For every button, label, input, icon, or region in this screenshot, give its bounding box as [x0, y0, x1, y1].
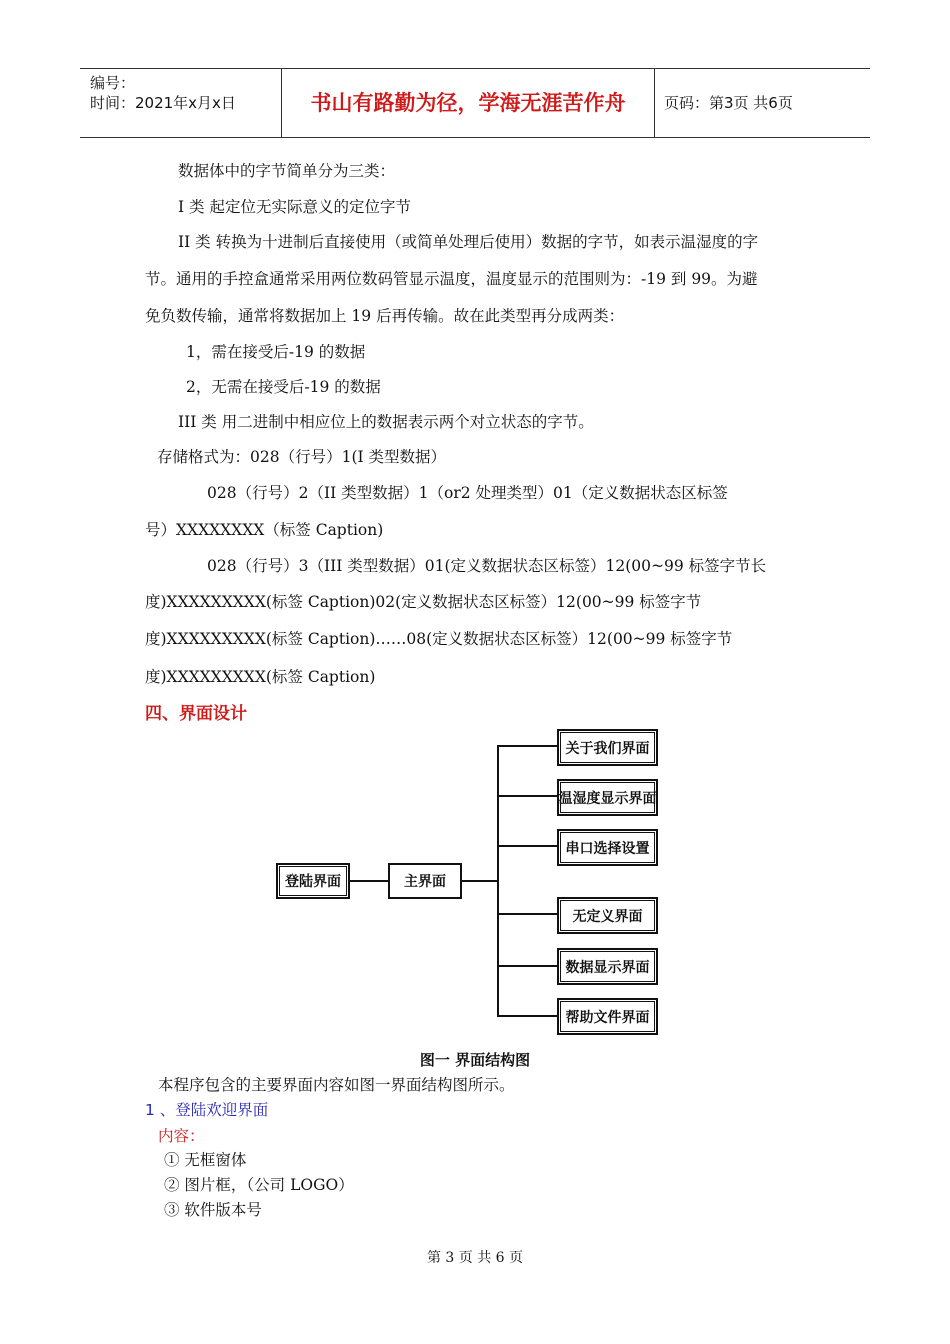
content-item: ② 图片框，（公司 LOGO）: [164, 1176, 354, 1194]
body-line: 号）XXXXXXXX（标签 Caption): [145, 521, 384, 539]
body-line: 存储格式为：028（行号）1(I 类型数据）: [157, 448, 447, 466]
body-line: 028（行号）2（II 类型数据）1（or2 处理类型）01（定义数据状态区标签: [207, 484, 728, 502]
body-line: 数据体中的字节简单分为三类：: [178, 162, 396, 180]
diagram-connector: [348, 880, 388, 882]
diagram-box-help: 帮助文件界面: [557, 998, 658, 1035]
page-header: [80, 68, 870, 138]
diagram-connector: [497, 1015, 557, 1017]
body-line: III 类 用二进制中相应位上的数据表示两个对立状态的字节。: [178, 413, 594, 431]
section-heading: 四、界面设计: [145, 704, 247, 724]
content-item: ① 无框窗体: [164, 1151, 247, 1169]
diagram-box-about: 关于我们界面: [557, 729, 658, 766]
diagram-box-temperature: 温湿度显示界面: [557, 779, 658, 816]
intro-text: 本程序包含的主要界面内容如图一界面结构图所示。: [158, 1076, 515, 1094]
body-line: 度)XXXXXXXXX(标签 Caption)02(定义数据状态区标签）12(00~99 标签字节: [145, 593, 702, 611]
diagram-box-main: 主界面: [388, 863, 462, 899]
diagram-connector: [497, 965, 557, 967]
body-line: II 类 转换为十进制后直接使用（或简单处理后使用）数据的字节，如表示温湿度的字: [178, 233, 759, 251]
content-item: ③ 软件版本号: [164, 1201, 262, 1219]
header-page-info: 页码：第3页 共6页: [664, 94, 793, 112]
body-line: 2，无需在接受后-19 的数据: [186, 378, 381, 396]
body-line: 免负数传输，通常将数据加上 19 后再传输。故在此类型再分成两类：: [145, 307, 625, 325]
diagram-box-login: 登陆界面: [276, 863, 350, 899]
diagram-connector: [460, 880, 498, 882]
body-line: 028（行号）3（III 类型数据）01(定义数据状态区标签）12(00~99 标签字节长: [207, 557, 767, 575]
figure-caption: 图一 界面结构图: [419, 1051, 531, 1069]
header-divider: [654, 69, 655, 137]
item-title: 1 、登陆欢迎界面: [145, 1101, 269, 1119]
diagram-connector: [497, 845, 557, 847]
body-line: 度)XXXXXXXXX(标签 Caption): [145, 668, 376, 686]
body-line: 1，需在接受后-19 的数据: [186, 343, 366, 361]
diagram-connector: [497, 745, 557, 747]
header-meta: [90, 73, 236, 113]
content-label: 内容：: [158, 1127, 205, 1145]
body-line: 度)XXXXXXXXX(标签 Caption)……08(定义数据状态区标签）12(00~99 标签字节: [145, 630, 733, 648]
header-time: 时间：2021年x月x日: [90, 94, 236, 112]
diagram-connector: [497, 913, 557, 915]
diagram-box-serial: 串口选择设置: [557, 829, 658, 866]
header-number: 编号：: [90, 74, 136, 92]
diagram-connector: [497, 795, 557, 797]
body-line: 节。通用的手控盒通常采用两位数码管显示温度，温度显示的范围则为：-19 到 99。为避: [145, 270, 758, 288]
diagram-trunk: [497, 745, 499, 1017]
diagram-box-undefined: 无定义界面: [557, 897, 658, 934]
diagram-box-data: 数据显示界面: [557, 948, 658, 985]
header-motto: 书山有路勤为径，学海无涯苦作舟: [310, 91, 626, 115]
body-line: I 类 起定位无实际意义的定位字节: [178, 198, 411, 216]
page-footer: 第 3 页 共 6 页: [426, 1250, 524, 1266]
